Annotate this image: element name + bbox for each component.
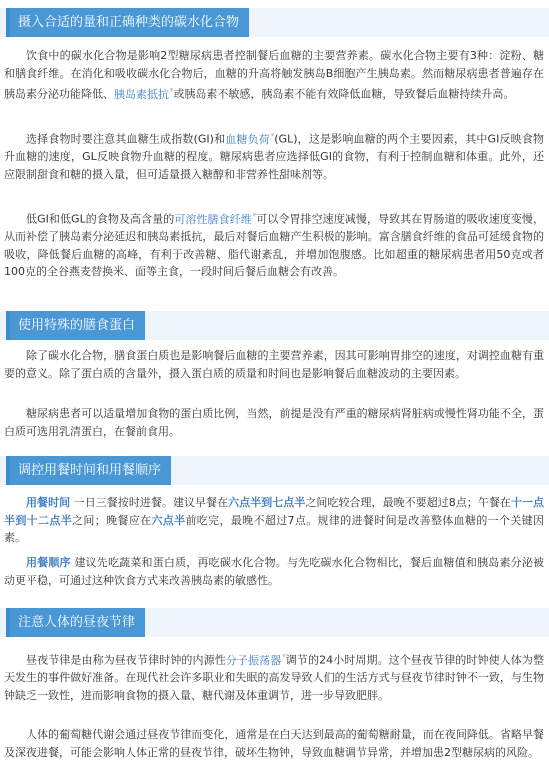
paragraph-meal-time — [4, 494, 544, 547]
link-text: 血糖负荷 — [225, 132, 270, 146]
text-segment: 选择食物时要注意其血糖生成指数(GI)和 — [26, 132, 226, 146]
paragraph-meal-order — [4, 554, 544, 589]
section-title: 使用特殊的膳食蛋白 — [10, 311, 145, 340]
link-text: 分子振荡器 — [225, 653, 282, 667]
text-segment: 或胰岛素不敏感，胰岛素不能有效降低血糖，导致餐后血糖持续升高。 — [173, 87, 515, 101]
text-segment: 昼夜节律是由称为昼夜节律时钟的内源性 — [26, 653, 226, 667]
paragraph-fiber — [4, 207, 544, 281]
text-segment: 可以令胃排空速度减慢，导致其在胃肠道的吸收速度变慢，从而补偿了胰岛素分泌延迟和胰岛素抵抗，最后对餐后血糖产生积极的影响。富含膳食纤维的食品可延缓食物的吸收，降低餐后血糖的高峰，有利于改善糖、脂代谢紊乱，并增加饱腹感。比如超重的糖尿病患者用50克或者100克的全谷燕麦替换米、面等主食，一段时间后餐后血糖会有改善。 — [4, 212, 545, 279]
section-title: 注意人体的昼夜节律 — [10, 608, 145, 637]
highlight-breakfast-time: 六点半到七点半 — [228, 496, 306, 509]
link-molecular-oscillator[interactable] — [226, 654, 286, 667]
link-glycemic-load[interactable] — [225, 133, 274, 146]
paragraph-carb-intro — [4, 47, 544, 103]
section-header-carbohydrates — [0, 8, 549, 37]
text-segment: 之间；晚餐应在 — [72, 513, 152, 527]
paragraph-protein-2: 糖尿病患者可以适量增加食物的蛋白质比例，当然，前提是没有严重的糖尿病肾脏病或慢性肾功能不全，蛋白质可选用乳清蛋白，在餐前食用。 — [4, 407, 544, 438]
section-header-circadian — [0, 608, 549, 637]
lead-meal-time: 用餐时间 — [26, 496, 71, 509]
text-segment: 调节的24小时周期。这个昼夜节律的时钟使人体为整天发生的事件做好准备。在现代社会许多职业和失眠的高发导致人们的生活方式与昼夜节律时钟不一致，与生物钟缺乏一致性，进而影响食物的摄入量、糖代谢及体重调节，进一步导致肥胖。 — [4, 653, 545, 702]
magnifier-link-icon: ᵠ — [252, 211, 257, 220]
magnifier-link-icon: ᵠ — [282, 652, 286, 661]
link-text: 胰岛素抵抗 — [114, 87, 169, 101]
paragraph-circadian-1 — [4, 648, 544, 704]
highlight-lunch-time: 十一点半到十二点半 — [4, 496, 545, 527]
magnifier-link-icon: ᵠ — [270, 131, 275, 140]
highlight-dinner-time: 六点半 — [151, 513, 186, 527]
text-segment: 低GI和低GL的食物及高含量的 — [26, 212, 175, 226]
link-text: 可溶性膳食纤维 — [174, 212, 252, 226]
link-insulin-resistance[interactable] — [114, 88, 173, 101]
paragraph-gi-gl — [4, 127, 544, 183]
text-segment: 一日三餐按时进餐。建议早餐在 — [73, 496, 229, 509]
text-segment: 之间吃较合理，最晚不要超过8点；午餐在 — [305, 496, 511, 509]
link-soluble-fiber[interactable] — [174, 213, 256, 226]
text-segment: (GL)，这是影响血糖的两个主要因素，其中GI反映食物升血糖的速度，GL反映食物升血糖的程度。糖尿病患者应选择低GI的食物，有利于控制血糖和体重。此外，还应限制甜食和糖的摄入量，但可适量摄入糖醇和非营养性甜味剂等。 — [4, 132, 545, 181]
section-title: 调控用餐时间和用餐顺序 — [10, 456, 171, 485]
paragraph-protein-1: 除了碳水化合物，膳食蛋白质也是影响餐后血糖的主要营养素，因其可影响胃排空的速度，对调控血糖有重要的意义。除了蛋白质的含量外，摄入蛋白质的质量和时间也是影响餐后血糖波动的主要因素。 — [4, 349, 544, 380]
lead-meal-order: 用餐顺序 — [26, 556, 71, 569]
text-segment: 建议先吃蔬菜和蛋白质，再吃碳水化合物。与先吃碳水化合物相比，餐后血糖值和胰岛素分泌被动更平稳，可通过这种饮食方式来改善胰岛素的敏感性。 — [4, 556, 545, 587]
magnifier-link-icon: ᵠ — [170, 86, 174, 95]
paragraph-circadian-2: 人体的葡萄糖代谢会通过昼夜节律而变化，通常是在白天达到最高的葡萄糖耐量，而在夜间降低。省略早餐及深夜进餐，可能会影响人体正常的昼夜节律，破坏生物钟，导致血糖调节异常，并增加患2型糖尿病的风险。 — [4, 728, 544, 759]
text-segment: 前吃完，最晚不超过7点。规律的进餐时间是改善整体血糖的一个关键因素。 — [4, 513, 545, 544]
section-title: 摄入合适的量和正确种类的碳水化合物 — [10, 8, 249, 37]
section-header-meal-timing — [0, 456, 549, 485]
text-segment: 饮食中的碳水化合物是影响2型糖尿病患者控制餐后血糖的主要营养素。碳水化合物主要有3种：淀粉、糖和膳食纤维。在消化和吸收碳水化合物后，血糖的升高将触发胰岛B细胞产生胰岛素。然而糖尿病患者普遍存在胰岛素分泌功能降低、 — [4, 49, 544, 101]
section-header-protein — [0, 311, 549, 340]
